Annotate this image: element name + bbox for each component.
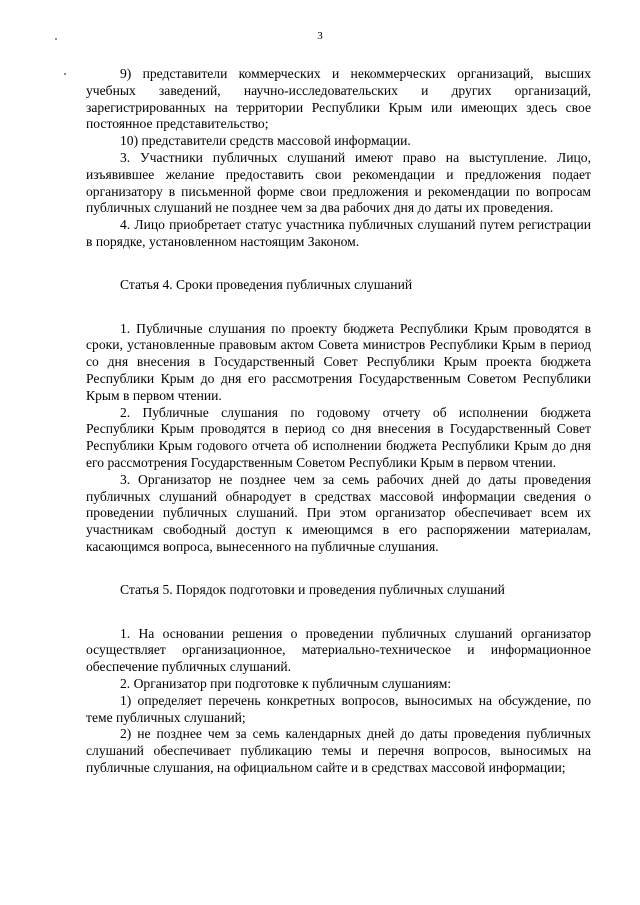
- paragraph: 2) не позднее чем за семь календарных дней до даты проведения публичных слушаний обеспечивает публикацию темы и перечня вопросов, выносимых на публичные слушания, на официальном сайте и в средствах массовой информации;: [86, 726, 591, 775]
- paragraph: 1) определяет перечень конкретных вопросов, выносимых на обсуждение, по теме публичных слушаний;: [86, 692, 591, 725]
- paragraph: 3. Организатор не позднее чем за семь рабочих дней до даты проведения публичных слушаний обнародует в средствах массовой информации сведения о проведении публичных слушаний. При этом организатор обеспечивает всем их участникам свободный доступ к имеющимся в его распоряжении материалам, касающимся вопроса, вынесенного на публичные слушания.: [86, 471, 591, 554]
- paragraph: 3. Участники публичных слушаний имеют право на выступление. Лицо, изъявившее желание предоставить свои рекомендации и предложения подает организатору в письменной форме свои предложения и рекомендации по вопросам публичных слушаний не позднее чем за два рабочих дня до даты их проведения.: [86, 149, 591, 216]
- scan-dot-left: [64, 73, 66, 75]
- article-5-heading: Статья 5. Порядок подготовки и проведения публичных слушаний: [120, 581, 505, 597]
- paragraph: 4. Лицо приобретает статус участника публичных слушаний путем регистрации в порядке, установленном настоящим Законом.: [86, 217, 591, 249]
- paragraph: 1. Публичные слушания по проекту бюджета Республики Крым проводятся в сроки, установленные правовым актом Совета министров Республики Крым в период со дня внесения в Государственный Совет Республики Крым проекта бюджета Республики Крым до дня его рассмотрения Государственным Советом Республики Крым в первом чтении.: [86, 320, 591, 403]
- paragraph: 9) представители коммерческих и некоммерческих организаций, высших учебных заведений, научно-исследовательских и других организаций, зарегистрированных на территории Республики Крым или имеющих здесь свое постоянное представительство;: [86, 66, 591, 132]
- document-body: [86, 66, 591, 777]
- article-4-heading: Статья 4. Сроки проведения публичных слушаний: [120, 276, 413, 292]
- paragraph: 10) представители средств массовой информации.: [120, 133, 411, 149]
- paragraph: 1. На основании решения о проведении публичных слушаний организатор осуществляет организационное, материально-техническое и информационное обеспечение публичных слушаний.: [86, 625, 591, 675]
- page-number: 3: [317, 30, 323, 42]
- paragraph: 2. Организатор при подготовке к публичным слушаниям:: [120, 675, 452, 691]
- paragraph: 2. Публичные слушания по годовому отчету об исполнении бюджета Республики Крым проводятся в период со дня внесения в Государственный Совет Республики Крым годового отчета об исполнении бюджета Республики Крым до дня его рассмотрения Государственным Советом Республики Крым в первом чтении.: [86, 404, 591, 470]
